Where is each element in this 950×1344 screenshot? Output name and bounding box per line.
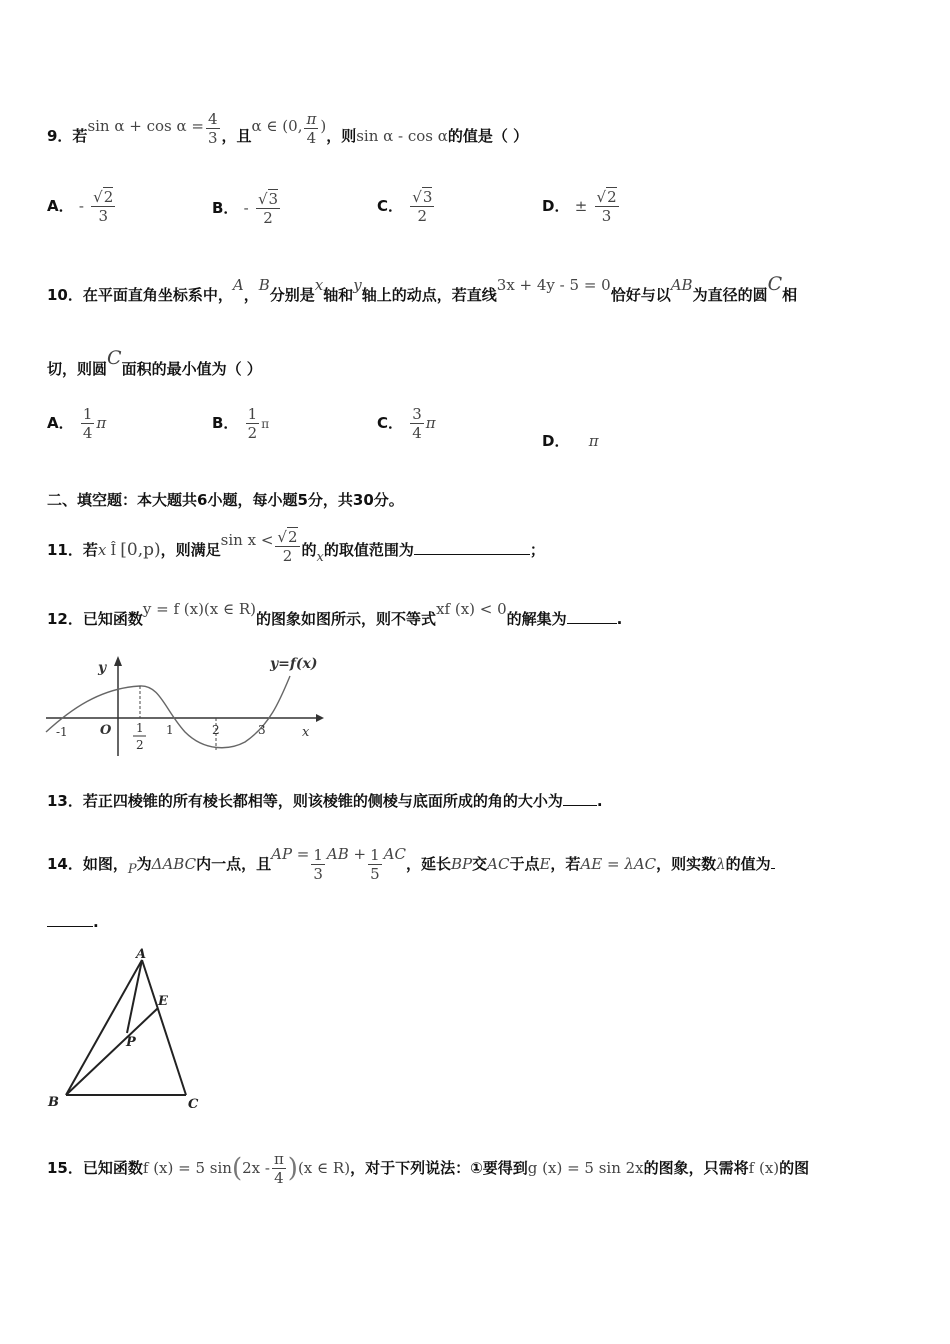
q9-fraction-pi-4: $\frac{\pi}{4}$ <box>306 110 317 147</box>
tri-label-A: A <box>136 947 147 962</box>
q10-option-c[interactable]: C． $\frac{3}{4}$ π <box>377 405 436 442</box>
tri-segment-BE <box>66 1008 158 1095</box>
q14-triangle-figure <box>40 940 220 1120</box>
q10-stem: 10．在平面直角坐标系中，A，B分别是x轴和y轴上的动点，若直线3x + 4y - 5 = 0恰好与以AB为直径的圆C相 <box>47 273 798 304</box>
tri-label-B: B <box>48 1095 59 1110</box>
graph-tick-2: 2 <box>212 723 220 737</box>
q12-function: y = f (x)(x ∈ R) <box>142 600 257 618</box>
q13-answer-blank[interactable] <box>563 791 597 806</box>
q12-answer-blank[interactable] <box>567 609 617 624</box>
q12-inequality: xf (x) < 0 <box>436 600 507 618</box>
tri-label-E: E <box>158 994 168 1009</box>
tri-segment-AP <box>127 960 142 1033</box>
q9-option-b[interactable]: B． - $\frac{√3}{2}$ <box>212 190 279 227</box>
tri-side-AC <box>142 960 186 1095</box>
q9-option-a[interactable]: A． - $\frac{√2}{3}$ <box>47 188 114 225</box>
graph-tick-1: 1 <box>166 723 174 737</box>
q10-option-d[interactable]: D． π <box>542 432 599 450</box>
q9-condition-1: sin α + cos α = <box>87 117 204 135</box>
graph-tick-3: 3 <box>258 723 266 737</box>
q9-option-d[interactable]: D． ± $\frac{√2}{3}$ <box>542 188 617 225</box>
graph-tick-half-num: 1 <box>136 721 144 735</box>
graph-y-label: y <box>98 660 107 676</box>
q9-fraction-4-3: $\frac{4}{3}$ <box>207 110 218 147</box>
section-fill-in-heading: 二、填空题：本大题共6小题，每小题5分，共30分。 <box>47 491 404 509</box>
q11-stem: 11．若x Î [0,p)，则满足sin x < $\frac{√2}{2}$ 的x的取值范围为 ； <box>47 528 545 565</box>
q12-function-graph <box>40 650 330 760</box>
q9-option-b-value: $\frac{√3}{2}$ <box>257 190 279 227</box>
graph-x-arrow <box>316 714 324 722</box>
q10-option-a[interactable]: A． $\frac{1}{4}$ π <box>47 405 107 442</box>
graph-y-arrow <box>114 656 122 666</box>
q10-line-equation: 3x + 4y - 5 = 0 <box>496 276 611 294</box>
q13-stem: 13．若正四棱锥的所有棱长都相等，则该棱锥的侧棱与底面所成的角的大小为 . <box>47 792 603 810</box>
q9-condition-2: α ∈ (0, <box>251 117 303 135</box>
graph-x-label: x <box>302 725 310 740</box>
q11-answer-blank[interactable] <box>414 540 530 555</box>
tri-label-C: C <box>188 1097 199 1112</box>
q9-option-c[interactable]: C． $\frac{√3}{2}$ <box>377 188 433 225</box>
q15-stem: 15．已知函数f (x) = 5 sin(2x - $\frac{\pi}{4}$ )(x ∈ R)，对于下列说法：①要得到g (x) = 5 sin 2x的图象，只需将f (x)的图 <box>47 1150 810 1187</box>
q9-option-a-value: $\frac{√2}{3}$ <box>93 188 114 225</box>
graph-tick-half-den: 2 <box>136 738 144 752</box>
q10-option-b[interactable]: B． $\frac{1}{2}$ π <box>212 405 270 442</box>
q14-stem: 14．如图，P为ΔABC内一点，且AP = $\frac{1}{3}$ AB + $\frac{1}{5}$ AC，延长BP交AC于点E，若AE = λAC，则实数λ的值为 <box>47 846 775 883</box>
q12-stem: 12．已知函数y = f (x)(x ∈ R)的图象如图所示，则不等式xf (x) < 0的解集为 . <box>47 600 623 628</box>
graph-curve-label: y=f(x) <box>270 656 318 672</box>
q14-stem-line2: . <box>47 912 99 931</box>
q9-option-c-value: $\frac{√3}{2}$ <box>412 188 433 225</box>
q9-stem: 9．若sin α + cos α = $\frac{4}{3}$ ，且α ∈ (0, $\frac{\pi}{4}$ )，则sin α - cos α的值是（ ） <box>47 110 529 147</box>
tri-side-AB <box>66 960 142 1095</box>
graph-origin-label: O <box>100 723 112 738</box>
q14-answer-blank[interactable] <box>47 912 93 927</box>
q9-number: 9．若 <box>47 127 88 145</box>
graph-tick-neg1: -1 <box>56 725 68 739</box>
q9-expression: sin α - cos α <box>356 127 448 145</box>
tri-label-P: P <box>126 1035 136 1050</box>
q9-option-d-value: $\frac{√2}{3}$ <box>596 188 617 225</box>
q10-stem-line2: 切，则圆C面积的最小值为（ ） <box>47 347 262 378</box>
